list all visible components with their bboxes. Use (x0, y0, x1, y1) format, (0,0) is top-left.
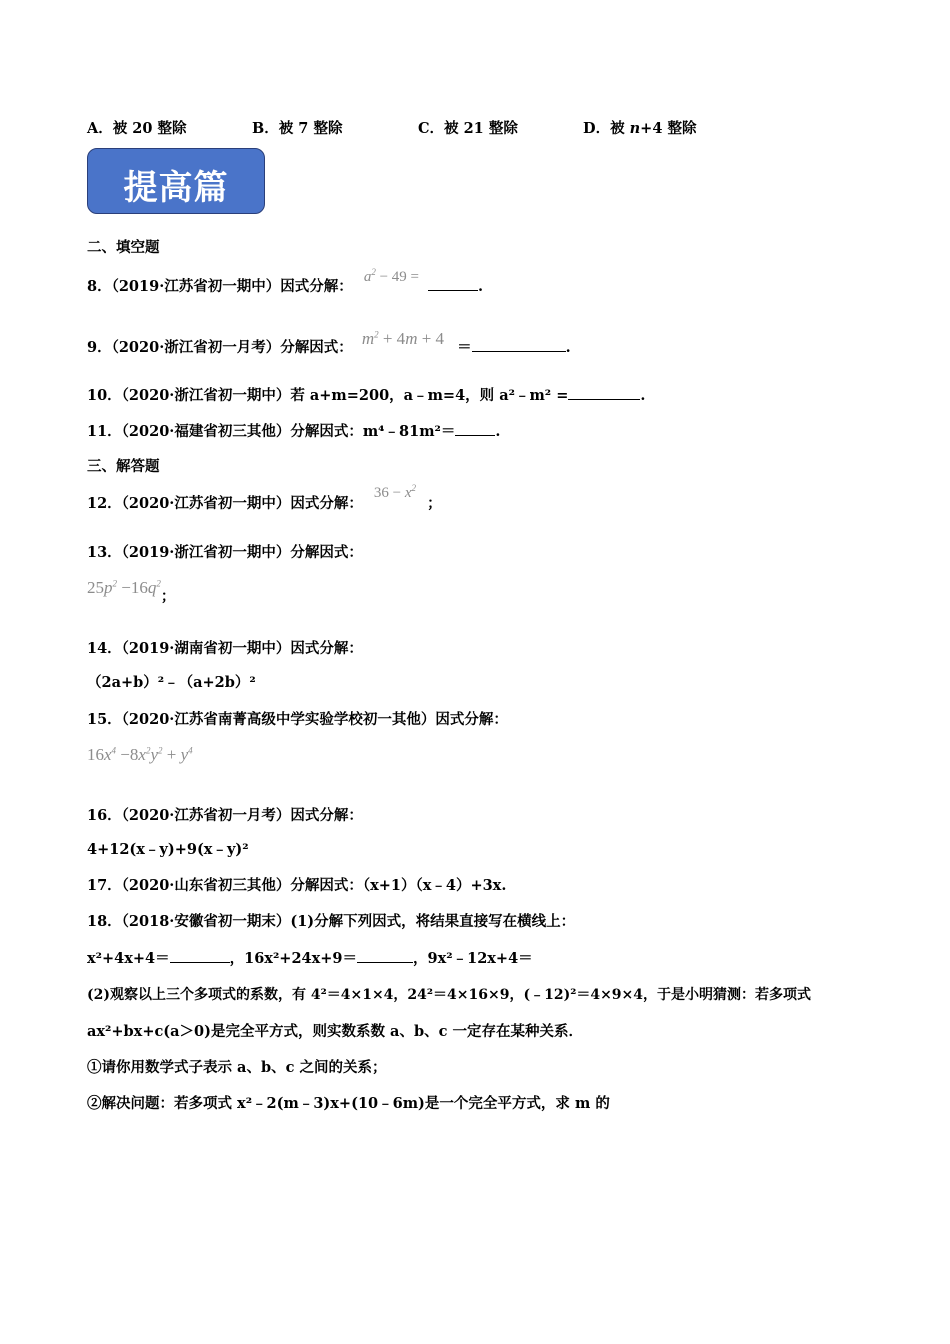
question-10-end: . (640, 387, 646, 404)
question-15: 15．（2020·江苏省南菁高级中学实验学校初一其他）因式分解： (87, 711, 508, 728)
question-14: 14．（2019·湖南省初一期中）因式分解： (87, 640, 363, 657)
answer-blank[interactable] (428, 276, 478, 291)
question-18-line2: (2)观察以上三个多项式的系数，有 4²＝4×1×4，24²＝4×16×9，(﹣12)²＝4×9×4，于是小明猜测：若多项式 (87, 987, 812, 1003)
question-16: 16．（2020·江苏省初一月考）因式分解： (87, 807, 363, 824)
question-9-math: $m^2 + 4m + 4$ (361, 329, 445, 348)
question-13-end: ； (160, 588, 176, 605)
section-banner (87, 148, 265, 214)
question-12 (87, 483, 442, 514)
question-14-expr: （2a+b）²﹣（a+2b）² (87, 674, 256, 691)
question-9 (87, 329, 571, 358)
answer-blank[interactable] (568, 385, 640, 400)
answer-blank[interactable] (357, 948, 413, 963)
option-d-var: n (629, 120, 641, 137)
answer-blank[interactable] (170, 948, 230, 963)
question-12-math: $36 - x^2$ (373, 483, 417, 501)
question-15-math: $16x^4 -8x^2y^2 + y^4$ (87, 745, 193, 764)
question-18-part-a: x²+4x+4＝ (87, 950, 170, 967)
option-d-post: +4 整除 (640, 120, 697, 137)
question-10-text: 10．（2020·浙江省初一期中）若 a+m=200，a﹣m=4，则 a²﹣m² = (87, 387, 569, 404)
question-11-text: 11．（2020·福建省初三其他）分解因式：m⁴﹣81m²＝ (87, 423, 456, 440)
question-13: 13．（2019·浙江省初一期中）分解因式： (87, 544, 363, 561)
question-13-expr (87, 578, 176, 605)
question-18-part-c: ，9x²﹣12x+4＝ (413, 950, 533, 967)
question-16-expr: 4+12(x﹣y)+9(x﹣y)² (87, 841, 249, 858)
answer-blank[interactable] (472, 337, 566, 352)
question-18-line4: ①请你用数学式子表示 a、b、c 之间的关系； (87, 1059, 387, 1076)
answer-blank[interactable] (455, 421, 495, 436)
question-9-end: . (565, 339, 571, 356)
question-8-math: $a^2 - 49$ = (363, 267, 419, 285)
question-18: 18．（2018·安徽省初一期末）(1)分解下列因式，将结果直接写在横线上： (87, 913, 576, 930)
question-9-eq: ＝ (457, 339, 472, 356)
option-c: C．被 21 整除 (418, 120, 518, 137)
question-18-line1 (87, 948, 533, 969)
option-d (583, 117, 696, 138)
question-11-end: . (495, 423, 501, 440)
question-18-part-b: ，16x²+24x+9＝ (229, 950, 358, 967)
question-8-end: . (478, 278, 484, 295)
question-15-expr (87, 745, 193, 766)
question-8 (87, 267, 484, 297)
section-heading-answer: 三、解答题 (87, 458, 160, 475)
section-heading-fill: 二、填空题 (87, 239, 160, 256)
question-12-text: 12．（2020·江苏省初一期中）因式分解： (87, 495, 363, 512)
question-12-end: ； (427, 495, 442, 512)
option-d-pre: D．被 (583, 120, 630, 137)
option-b: B．被 7 整除 (252, 120, 343, 137)
question-9-text: 9．（2020·浙江省初一月考）分解因式： (87, 339, 353, 356)
question-18-line3: ax²+bx+c(a＞0)是完全平方式，则实数系数 a、b、c 一定存在某种关系． (87, 1023, 583, 1040)
question-17: 17．（2020·山东省初三其他）分解因式：（x+1）（x﹣4）+3x. (87, 877, 507, 894)
option-a: A．被 20 整除 (87, 120, 187, 137)
question-11 (87, 421, 500, 442)
question-18-line5: ②解决问题：若多项式 x²﹣2(m﹣3)x+(10﹣6m)是一个完全平方式，求 m 的 (87, 1095, 610, 1112)
question-10 (87, 385, 645, 406)
banner-title: 提高篇 (123, 168, 229, 208)
question-13-math: $25p^2 -16q^2$ (87, 578, 161, 597)
question-8-text: 8．（2019·江苏省初一期中）因式分解： (87, 278, 353, 295)
